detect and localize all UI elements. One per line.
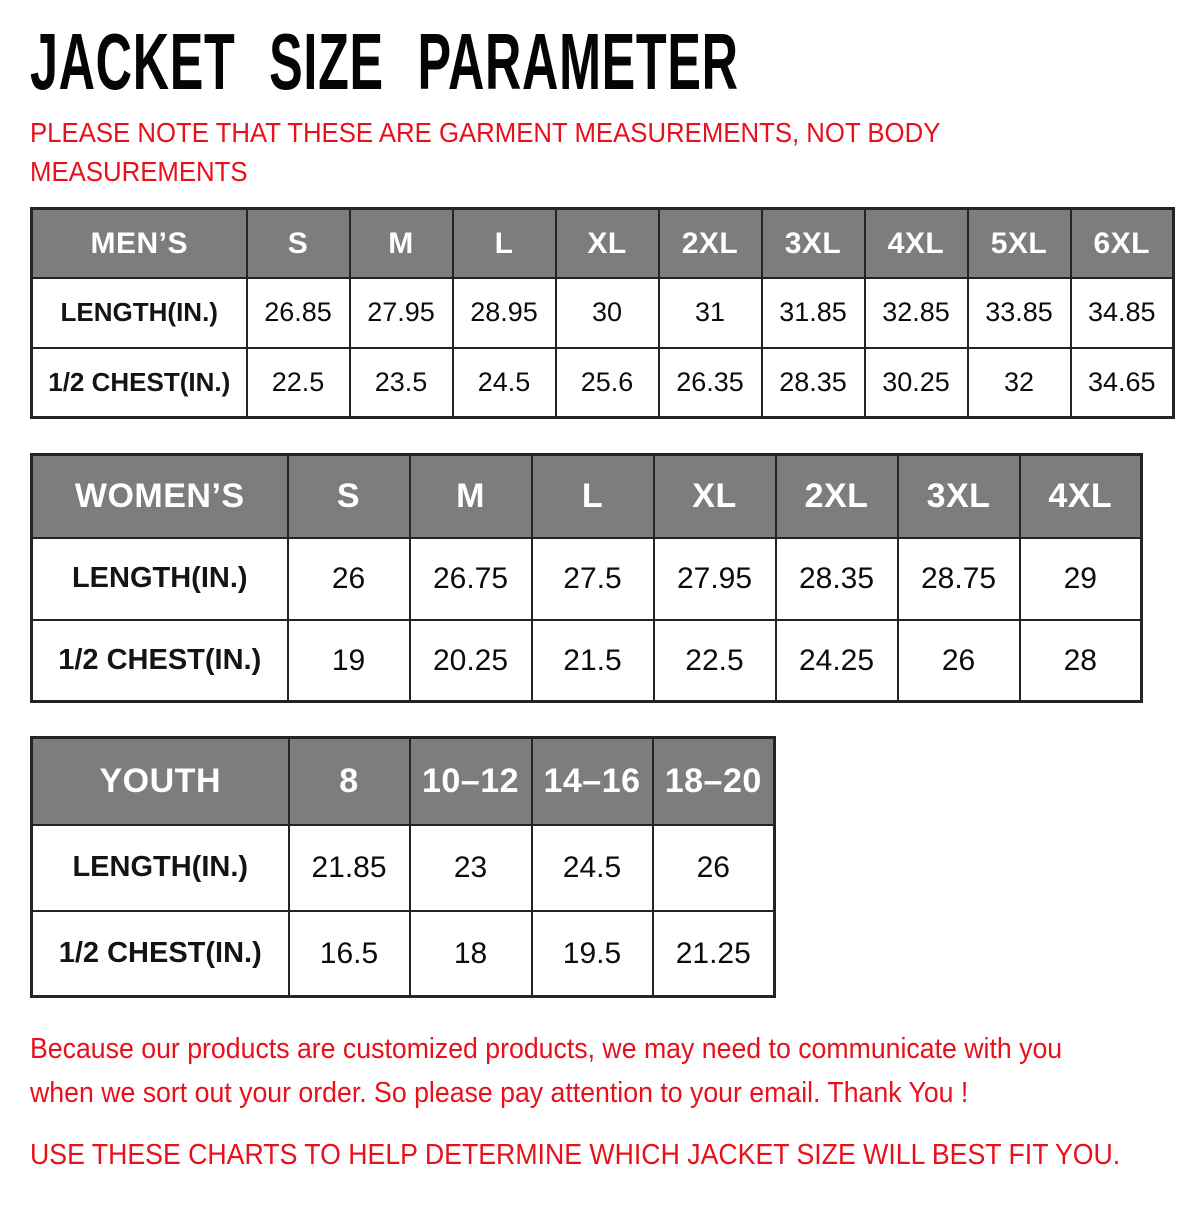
womens-value-cell: 28	[1020, 620, 1142, 702]
mens-size-header: 5XL	[968, 209, 1071, 278]
youth-value-cell: 19.5	[532, 911, 653, 997]
mens-size-header: S	[247, 209, 350, 278]
mens-size-header: 2XL	[659, 209, 762, 278]
youth-value-cell: 21.25	[653, 911, 775, 997]
youth-row-label: 1/2 CHEST(IN.)	[32, 911, 289, 997]
mens-value-cell: 26.85	[247, 278, 350, 348]
youth-size-header: 10–12	[410, 738, 532, 825]
garment-note-line-1: PLEASE NOTE THAT THESE ARE GARMENT MEASUREMENTS, NOT BODY	[30, 117, 941, 148]
womens-value-cell: 27.95	[654, 538, 776, 620]
womens-value-cell: 28.35	[776, 538, 898, 620]
fit-guidance-text: USE THESE CHARTS TO HELP DETERMINE WHICH JACKET SIZE WILL BEST FIT YOU.	[30, 1139, 1121, 1172]
mens-value-cell: 24.5	[453, 348, 556, 418]
mens-value-cell: 33.85	[968, 278, 1071, 348]
womens-measure-row	[32, 620, 1142, 702]
womens-value-cell: 20.25	[410, 620, 532, 702]
mens-size-header: L	[453, 209, 556, 278]
youth-value-cell: 23	[410, 825, 532, 911]
womens-size-header: M	[410, 455, 532, 538]
womens-value-cell: 29	[1020, 538, 1142, 620]
youth-value-cell: 21.85	[289, 825, 410, 911]
mens-size-header: M	[350, 209, 453, 278]
customization-notice	[30, 1028, 1200, 1115]
womens-value-cell: 19	[288, 620, 410, 702]
womens-value-cell: 24.25	[776, 620, 898, 702]
womens-value-cell: 27.5	[532, 538, 654, 620]
youth-value-cell: 24.5	[532, 825, 653, 911]
mens-row-label: LENGTH(IN.)	[32, 278, 247, 348]
womens-size-header: 2XL	[776, 455, 898, 538]
mens-value-cell: 28.95	[453, 278, 556, 348]
mens-size-header: XL	[556, 209, 659, 278]
womens-value-cell: 21.5	[532, 620, 654, 702]
youth-row-label: LENGTH(IN.)	[32, 825, 289, 911]
youth-value-cell: 16.5	[289, 911, 410, 997]
page-title	[30, 16, 1200, 107]
mens-value-cell: 34.65	[1071, 348, 1174, 418]
youth-size-header: 8	[289, 738, 410, 825]
mens-size-header: 3XL	[762, 209, 865, 278]
mens-group-header: MEN’S	[32, 209, 247, 278]
mens-measure-row	[32, 348, 1174, 418]
womens-size-header: L	[532, 455, 654, 538]
womens-value-cell: 26	[898, 620, 1020, 702]
mens-value-cell: 30	[556, 278, 659, 348]
womens-measure-row	[32, 538, 1142, 620]
garment-note	[30, 114, 1200, 191]
womens-value-cell: 26.75	[410, 538, 532, 620]
mens-value-cell: 22.5	[247, 348, 350, 418]
mens-measure-row	[32, 278, 1174, 348]
mens-size-table	[30, 207, 1175, 419]
womens-size-table	[30, 453, 1143, 703]
youth-group-header: YOUTH	[32, 738, 289, 825]
mens-value-cell: 34.85	[1071, 278, 1174, 348]
mens-value-cell: 26.35	[659, 348, 762, 418]
womens-size-header: 4XL	[1020, 455, 1142, 538]
mens-value-cell: 28.35	[762, 348, 865, 418]
womens-group-header: WOMEN’S	[32, 455, 288, 538]
mens-value-cell: 32.85	[865, 278, 968, 348]
youth-value-cell: 18	[410, 911, 532, 997]
mens-value-cell: 25.6	[556, 348, 659, 418]
mens-value-cell: 31	[659, 278, 762, 348]
mens-header-row	[32, 209, 1174, 278]
womens-size-header: S	[288, 455, 410, 538]
womens-value-cell: 28.75	[898, 538, 1020, 620]
mens-value-cell: 32	[968, 348, 1071, 418]
womens-value-cell: 22.5	[654, 620, 776, 702]
mens-size-header: 6XL	[1071, 209, 1174, 278]
mens-row-label: 1/2 CHEST(IN.)	[32, 348, 247, 418]
womens-size-header: XL	[654, 455, 776, 538]
mens-value-cell: 23.5	[350, 348, 453, 418]
size-chart-page	[0, 16, 1200, 1226]
youth-measure-row	[32, 911, 775, 997]
mens-value-cell: 30.25	[865, 348, 968, 418]
womens-header-row	[32, 455, 1142, 538]
womens-row-label: 1/2 CHEST(IN.)	[32, 620, 288, 702]
customization-notice-line-2: when we sort out your order. So please pay attention to your email. Thank You !	[30, 1076, 969, 1109]
page-title-text: JACKET SIZE PARAMETER	[30, 16, 739, 107]
mens-value-cell: 31.85	[762, 278, 865, 348]
womens-size-header: 3XL	[898, 455, 1020, 538]
mens-size-header: 4XL	[865, 209, 968, 278]
womens-row-label: LENGTH(IN.)	[32, 538, 288, 620]
fit-guidance-line	[30, 1139, 1200, 1172]
youth-size-header: 18–20	[653, 738, 775, 825]
youth-size-table	[30, 736, 776, 998]
youth-value-cell: 26	[653, 825, 775, 911]
womens-value-cell: 26	[288, 538, 410, 620]
customization-notice-line-1: Because our products are customized products, we may need to communicate with you	[30, 1033, 1063, 1066]
youth-header-row	[32, 738, 775, 825]
youth-size-header: 14–16	[532, 738, 653, 825]
youth-measure-row	[32, 825, 775, 911]
mens-value-cell: 27.95	[350, 278, 453, 348]
garment-note-line-2: MEASUREMENTS	[30, 155, 248, 187]
